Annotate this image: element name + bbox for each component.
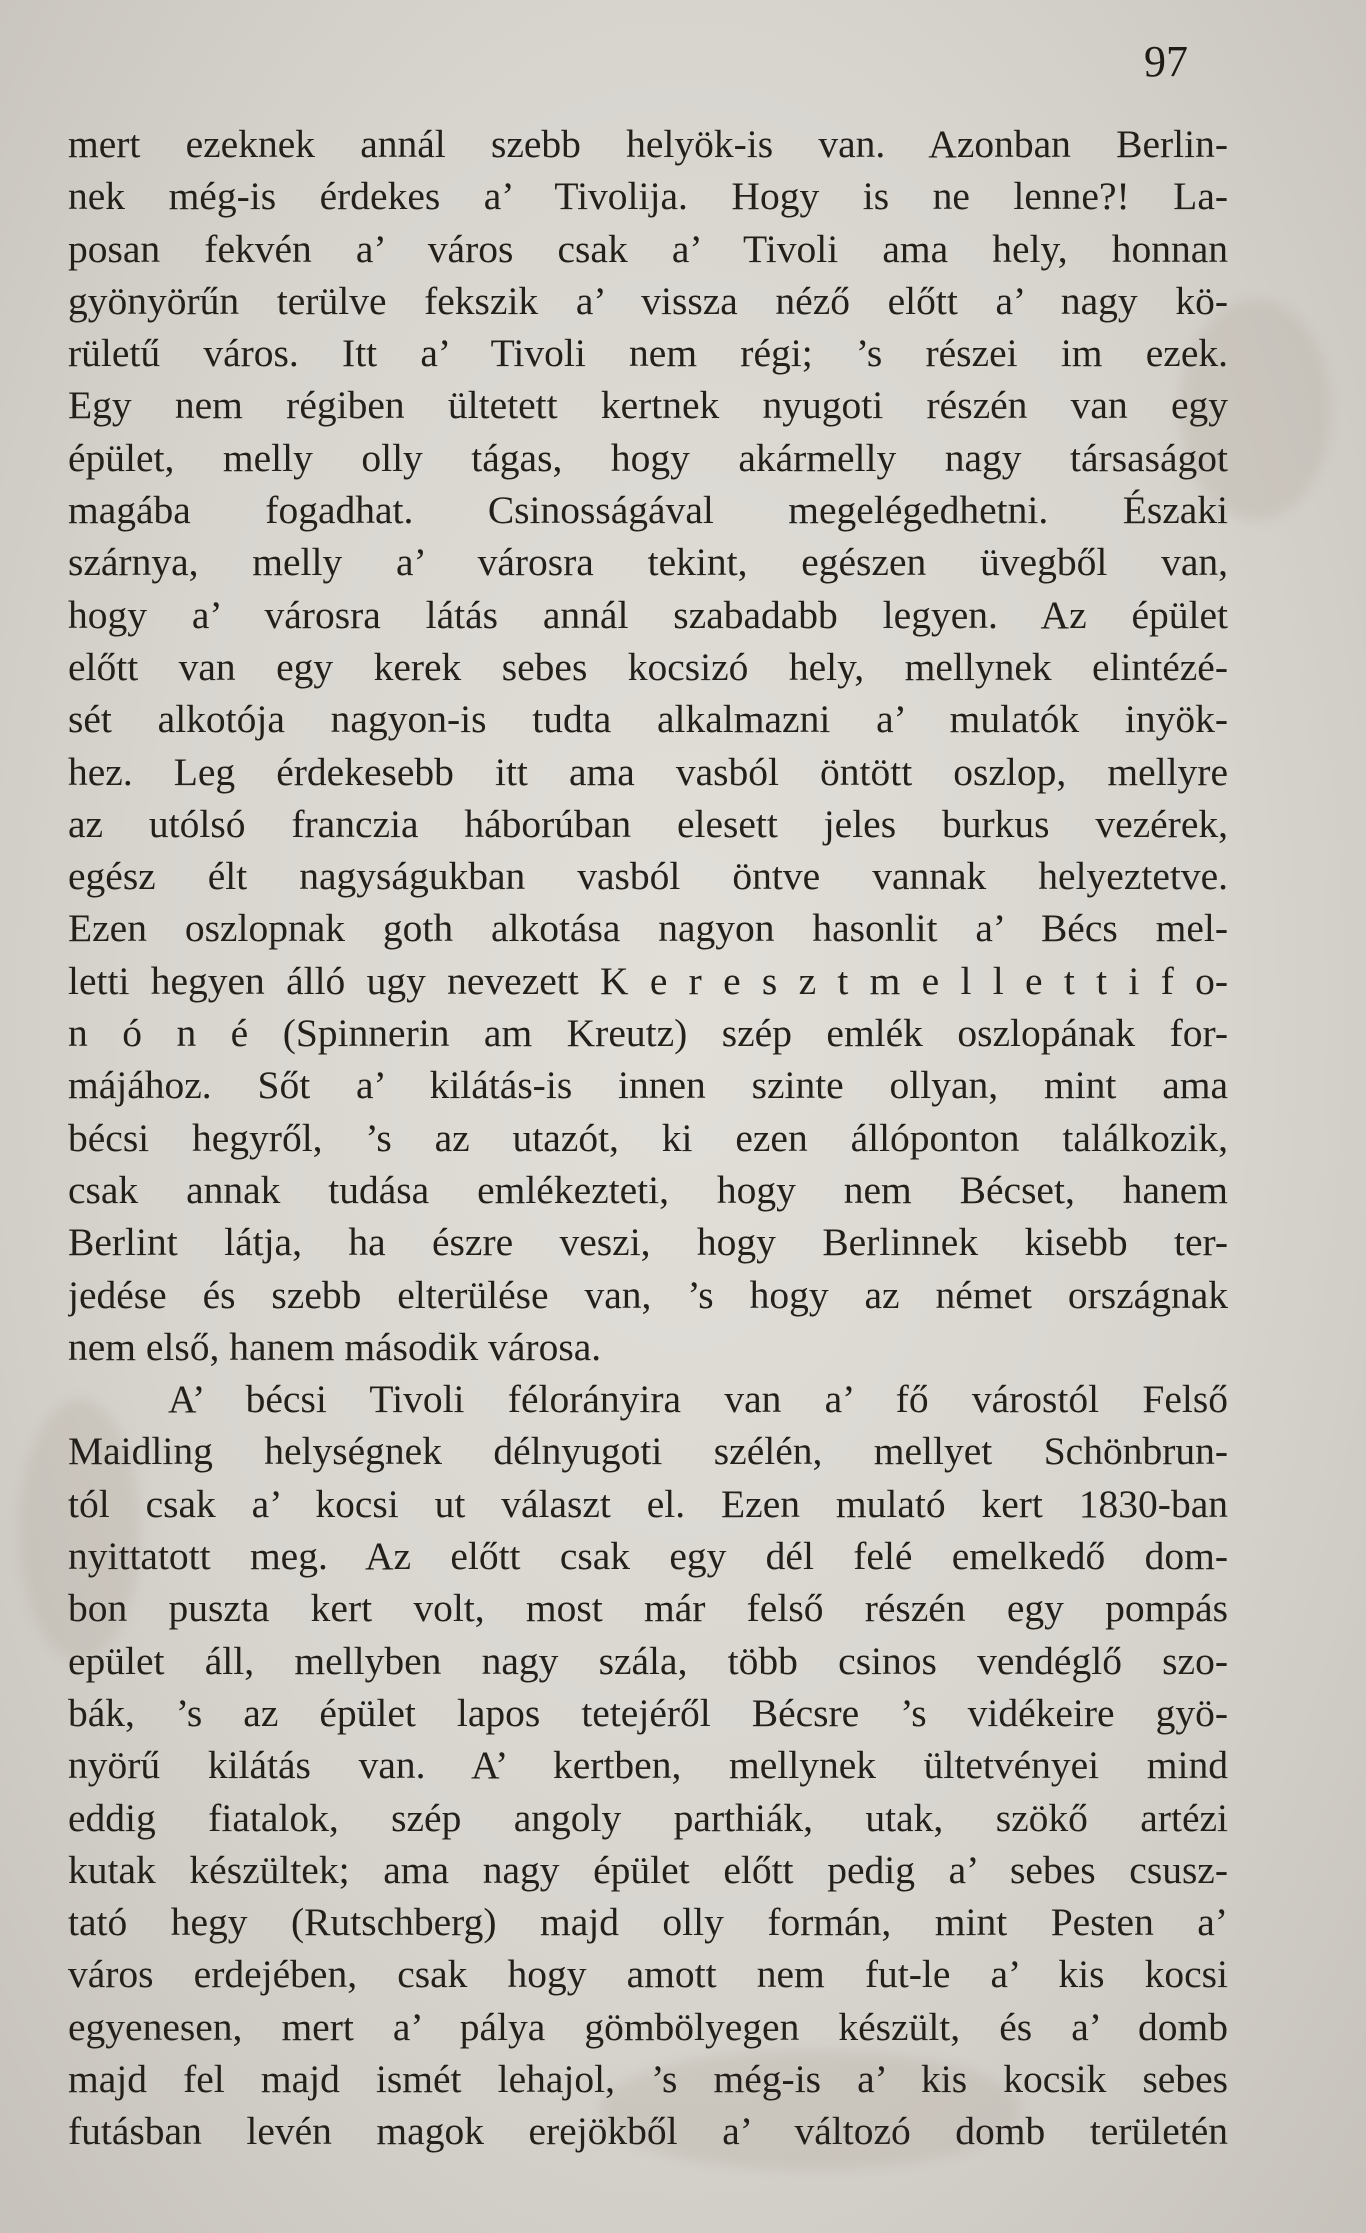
- text-line: tól csak a’ kocsi ut választ el. Ezen mulató kert 1830-ban: [68, 1481, 1228, 1526]
- text-line: Maidling helységnek délnyugoti szélén, mellyet Schönbrun-: [68, 1429, 1228, 1474]
- text-line: rületű város. Itt a’ Tivoli nem régi; ’s részei im ezek.: [68, 331, 1228, 376]
- text-line: Egy nem régiben ültetett kertnek nyugoti részén van egy: [68, 383, 1228, 428]
- text-line: nyittatott meg. Az előtt csak egy dél felé emelkedő dom-: [68, 1534, 1228, 1579]
- text-line: egész élt nagyságukban vasból öntve vannak helyeztetve.: [68, 854, 1228, 899]
- text-line: n ó n é (Spinnerin am Kreutz) szép emlék oszlopának for-: [68, 1011, 1228, 1056]
- text-line: épület, melly olly tágas, hogy akármelly nagy társaságot: [68, 435, 1228, 480]
- text-line: az utólsó franczia háborúban elesett jeles burkus vezérek,: [68, 801, 1228, 846]
- text-line: szárnya, melly a’ városra tekint, egészen üvegből van,: [68, 540, 1228, 585]
- text-line: nyörű kilátás van. A’ kertben, mellynek ültetvényei mind: [68, 1743, 1228, 1788]
- text-line: gyönyörűn terülve fekszik a’ vissza néző előtt a’ nagy kö-: [68, 278, 1228, 323]
- body-text: [68, 118, 1228, 2158]
- text-line: város erdejében, csak hogy amott nem fut-le a’ kis kocsi: [68, 1952, 1228, 1997]
- text-line: magába fogadhat. Csinosságával megelégedhetni. Északi: [68, 488, 1228, 533]
- text-line: Berlint látja, ha észre veszi, hogy Berlinnek kisebb ter-: [68, 1220, 1228, 1265]
- text-line: hogy a’ városra látás annál szabadabb legyen. Az épület: [68, 592, 1228, 637]
- text-line: jedése és szebb elterülése van, ’s hogy az német országnak: [68, 1272, 1228, 1317]
- text-line: futásban levén magok erejökből a’ változó domb területén: [68, 2109, 1228, 2154]
- text-line: májához. Sőt a’ kilátás-is innen szinte ollyan, mint ama: [68, 1063, 1228, 1108]
- text-line: előtt van egy kerek sebes kocsizó hely, mellynek elintézé-: [68, 644, 1228, 689]
- text-line: bécsi hegyről, ’s az utazót, ki ezen állóponton találkozik,: [68, 1115, 1228, 1160]
- text-line: majd fel majd ismét lehajol, ’s még-is a’ kis kocsik sebes: [68, 2056, 1228, 2101]
- text-line: csak annak tudása emlékezteti, hogy nem Bécset, hanem: [68, 1167, 1228, 1212]
- text-line: kutak készültek; ama nagy épület előtt pedig a’ sebes csusz-: [68, 1847, 1228, 1892]
- page-number: 97: [1144, 37, 1188, 86]
- text-line: eddig fiatalok, szép angoly parthiák, utak, szökő artézi: [68, 1795, 1228, 1840]
- text-line: epület áll, mellyben nagy szála, több csinos vendéglő szo-: [68, 1638, 1228, 1683]
- text-line: posan fekvén a’ város csak a’ Tivoli ama hely, honnan: [68, 226, 1228, 271]
- text-line: tató hegy (Rutschberg) majd olly formán, mint Pesten a’: [68, 1900, 1228, 1945]
- text-line: bák, ’s az épület lapos tetejéről Bécsre ’s vidékeire gyö-: [68, 1690, 1228, 1735]
- text-line: letti hegyen álló ugy nevezett K e r e s z t m e l l e t t i f o-: [68, 958, 1228, 1003]
- text-line: bon puszta kert volt, most már felső részén egy pompás: [68, 1586, 1228, 1631]
- text-line: mert ezeknek annál szebb helyök-is van. Azonban Berlin-: [68, 122, 1228, 166]
- text-line: sét alkotója nagyon-is tudta alkalmazni a’ mulatók inyök-: [68, 697, 1228, 742]
- text-line: nem első, hanem második városa.: [68, 1324, 602, 1369]
- text-line: hez. Leg érdekesebb itt ama vasból öntött oszlop, mellyre: [68, 749, 1228, 794]
- text-line: Ezen oszlopnak goth alkotása nagyon hasonlit a’ Bécs mel-: [68, 906, 1228, 951]
- text-line: egyenesen, mert a’ pálya gömbölyegen készült, és a’ domb: [68, 2004, 1228, 2049]
- text-line: A’ bécsi Tivoli félorányira van a’ fő várostól Felső: [168, 1377, 1228, 1422]
- text-line: nek még-is érdekes a’ Tivolija. Hogy is ne lenne?! La-: [68, 174, 1228, 219]
